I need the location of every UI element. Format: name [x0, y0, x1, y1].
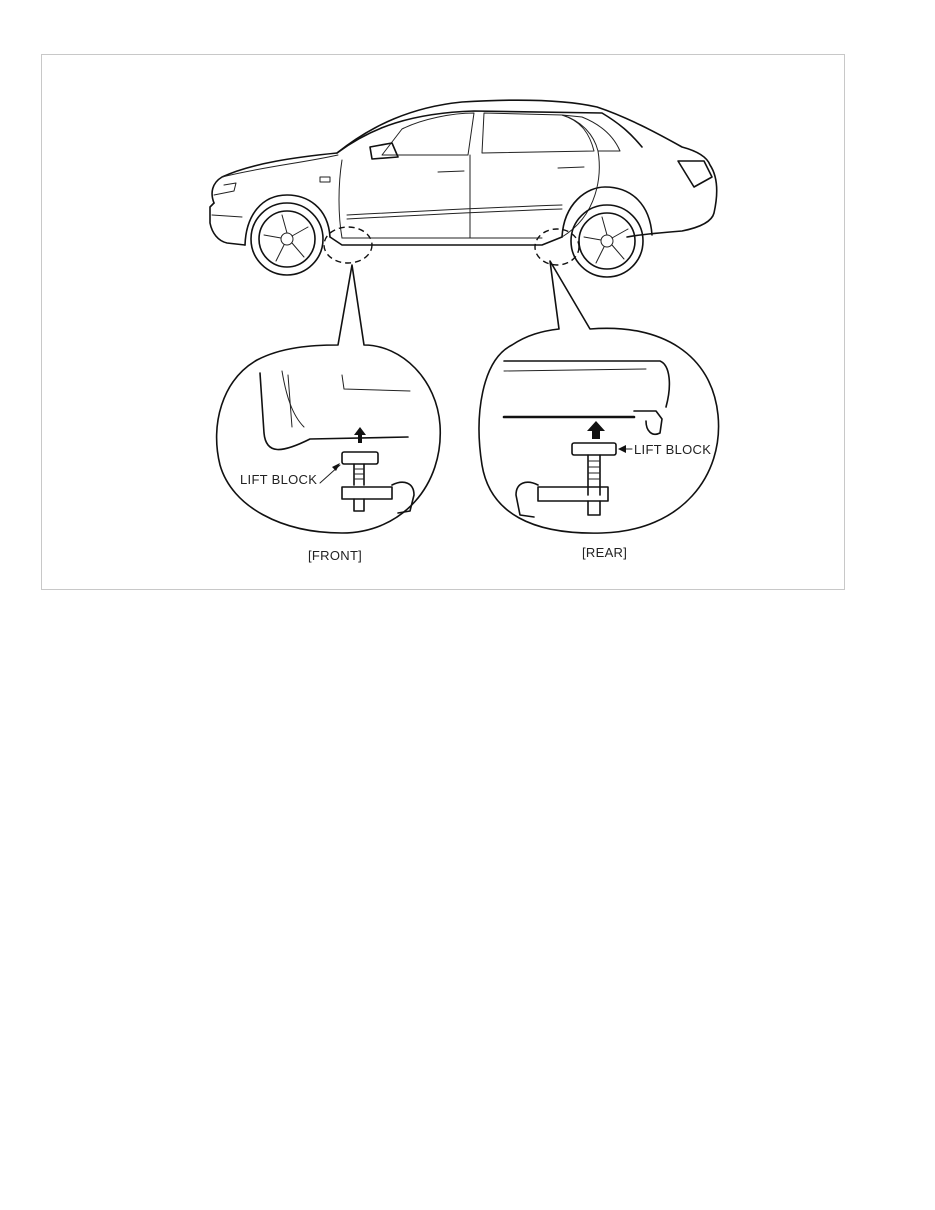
- front-lift-block-label: LIFT BLOCK: [240, 472, 318, 487]
- rear-lift-point-marker: [535, 229, 579, 265]
- front-callout-bubble: [217, 265, 441, 563]
- car-side-view: [210, 100, 717, 277]
- rear-callout-bubble: [479, 261, 718, 560]
- rear-lift-block-label: LIFT BLOCK: [634, 442, 712, 457]
- rear-caption: [REAR]: [582, 545, 628, 560]
- front-caption: [FRONT]: [308, 548, 363, 563]
- figure-frame: [41, 54, 845, 590]
- lift-point-diagram: [42, 55, 846, 591]
